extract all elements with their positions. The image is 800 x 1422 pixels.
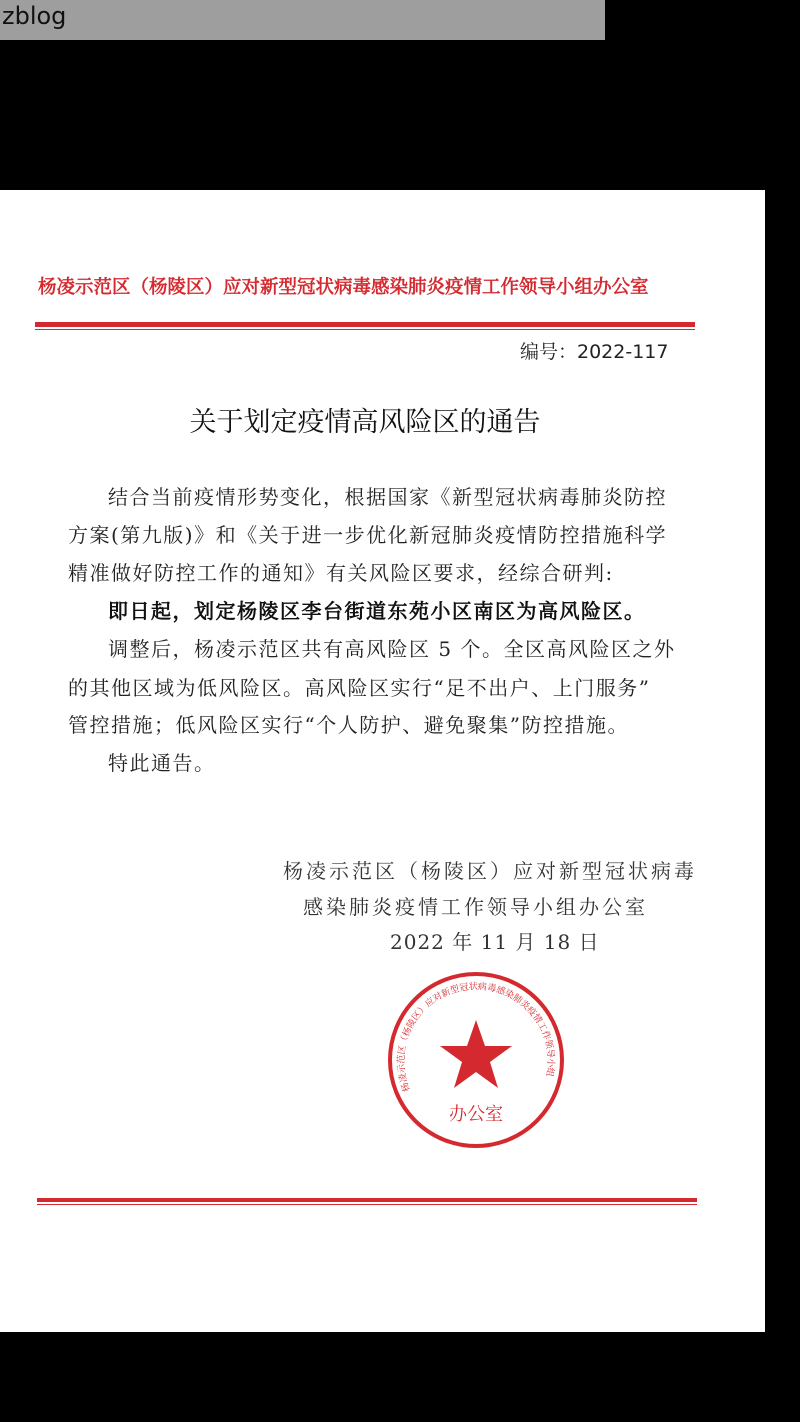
body-line: 方案(第九版)》和《关于进一步优化新冠肺炎疫情防控措施科学 (68, 523, 668, 547)
body-line: 的其他区域为低风险区。高风险区实行“足不出户、上门服务” (68, 676, 651, 700)
footer-divider (37, 1198, 697, 1202)
body-line-highlight: 即日起，划定杨陵区李台街道东苑小区南区为高风险区。 (108, 599, 646, 623)
document-page (0, 190, 765, 1332)
official-stamp (386, 970, 566, 1150)
site-label: zblog (2, 2, 67, 30)
body-line: 特此通告。 (108, 751, 216, 775)
top-bar (0, 0, 605, 40)
stamp-center-text: 办公室 (449, 1104, 503, 1125)
header-divider-thin (35, 329, 695, 330)
body-line: 调整后，杨凌示范区共有高风险区 5 个。全区高风险区之外 (108, 637, 676, 661)
document-number: 编号：2022-117 (520, 341, 669, 363)
red-header: 杨凌示范区（杨陵区）应对新型冠状病毒感染肺炎疫情工作领导小组办公室 (38, 277, 649, 298)
header-divider (35, 322, 695, 327)
signature-line-1: 杨凌示范区（杨陵区）应对新型冠状病毒 (283, 859, 697, 883)
notice-title: 关于划定疫情高风险区的通告 (189, 407, 541, 438)
stamp-ring-text: 杨凌示范区（杨陵区）应对新型冠状病毒感染肺炎疫情工作领导小组 (396, 982, 556, 1093)
star-icon (440, 1020, 512, 1088)
body-line: 精准做好防控工作的通知》有关风险区要求，经综合研判: (68, 561, 614, 585)
body-line: 管控措施；低风险区实行“个人防护、避免聚集”防控措施。 (68, 713, 629, 737)
signature-line-2: 感染肺炎疫情工作领导小组办公室 (303, 895, 648, 919)
footer-divider-thin (37, 1204, 697, 1205)
body-line: 结合当前疫情形势变化，根据国家《新型冠状病毒肺炎防控 (108, 485, 667, 509)
signature-date: 2022 年 11 月 18 日 (390, 930, 600, 954)
